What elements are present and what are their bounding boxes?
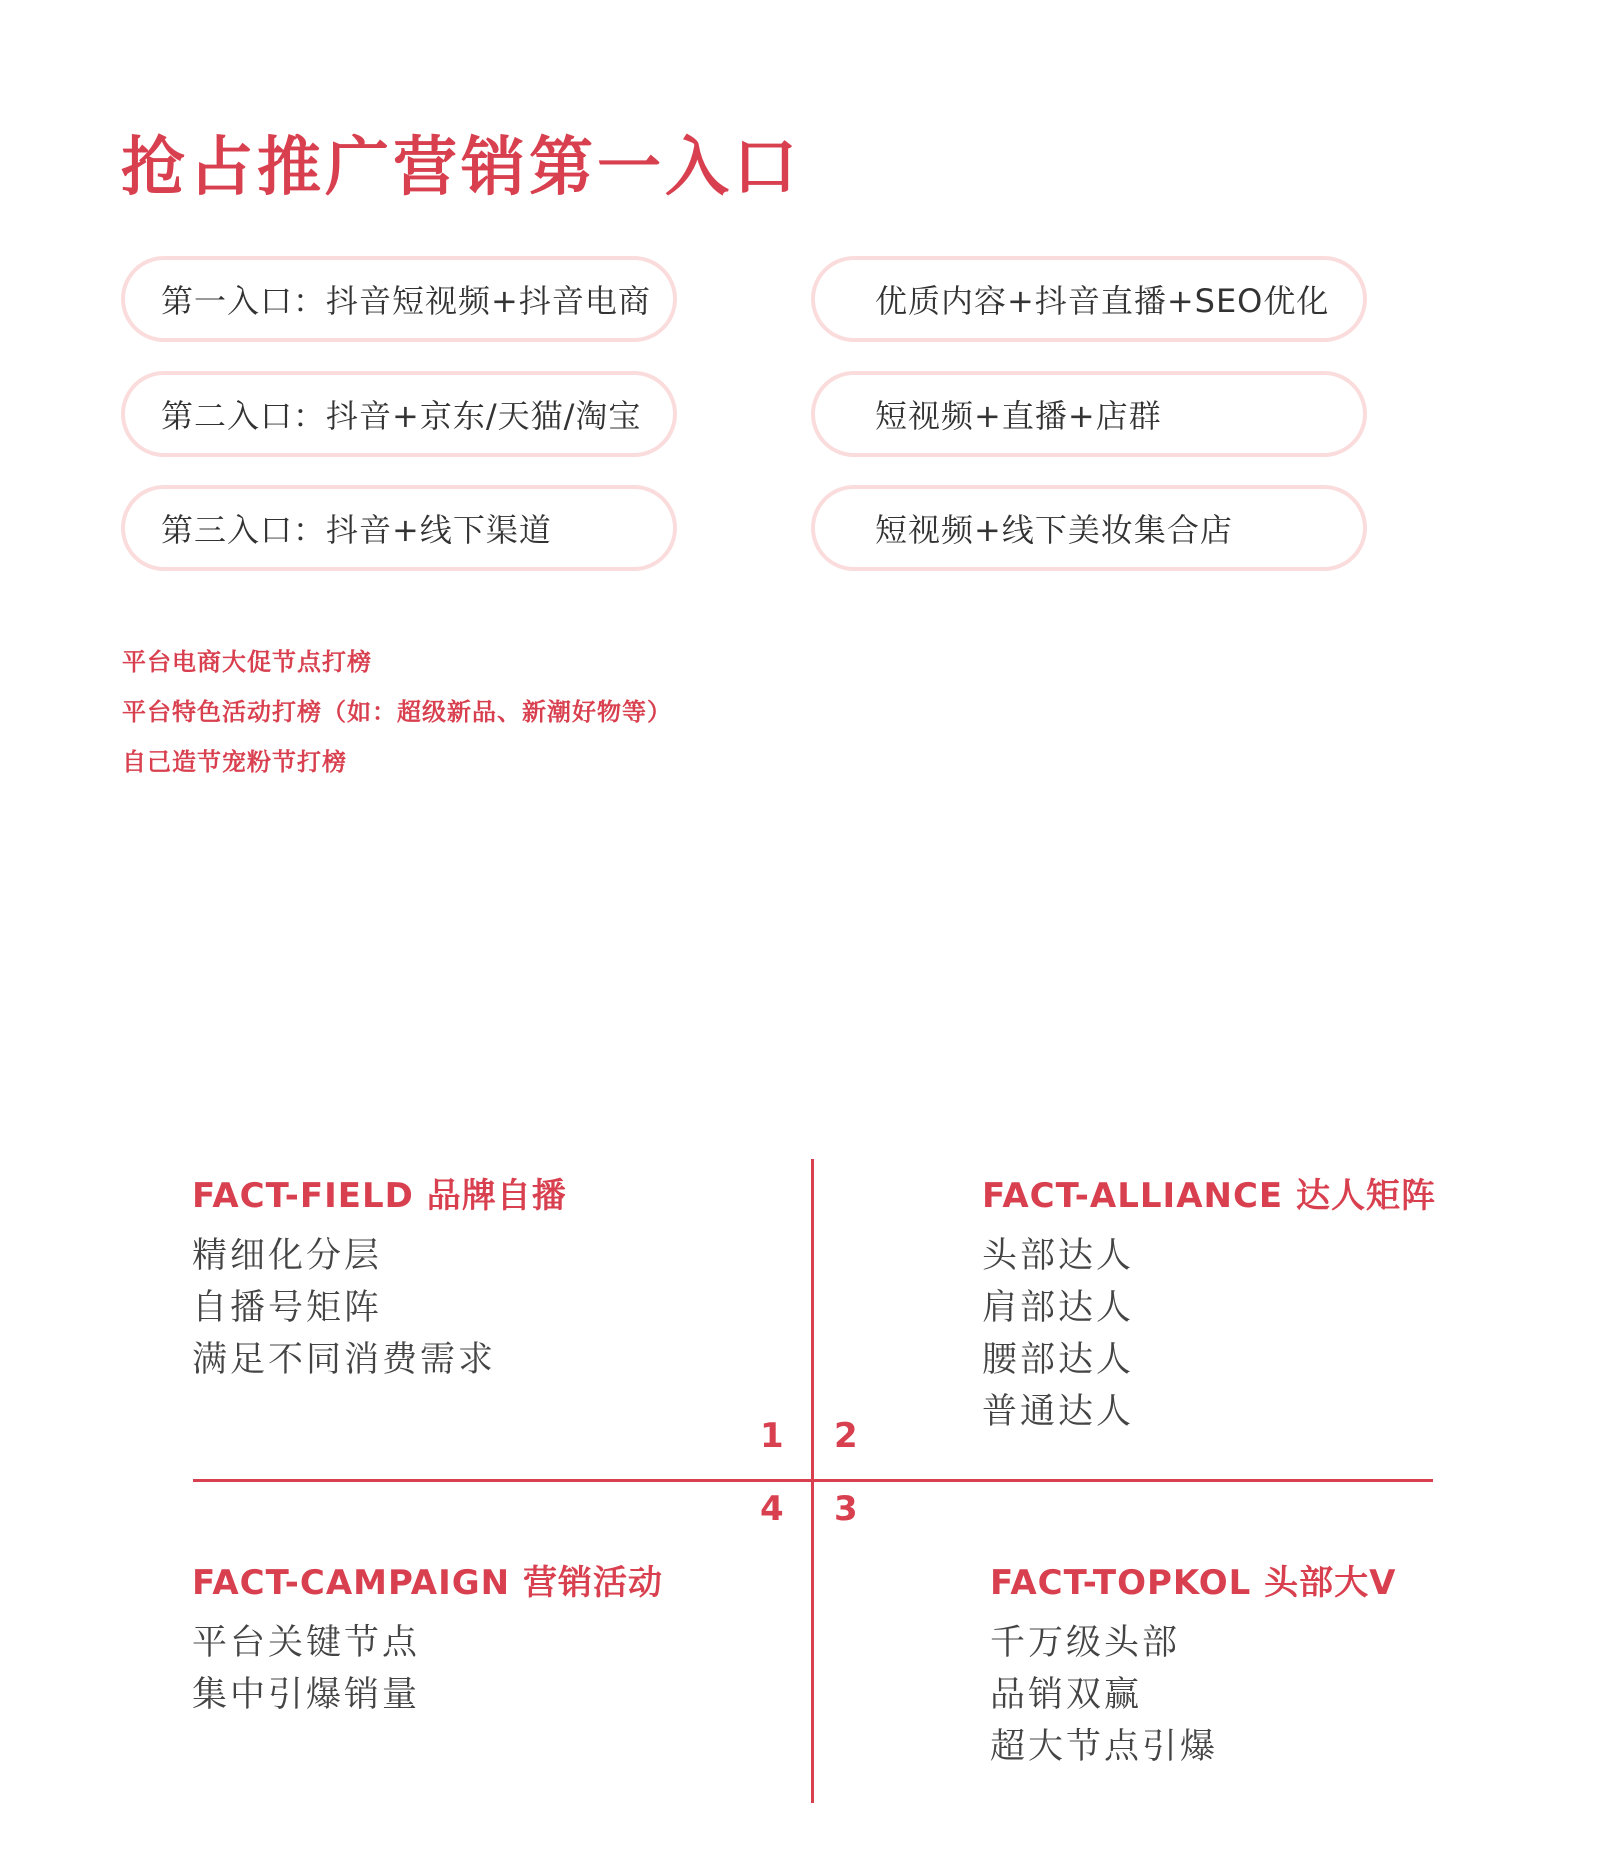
quadrant-list-field xyxy=(192,1230,496,1386)
quadrant-number-3: 3 xyxy=(834,1489,858,1529)
quadrant-heading-topkol: FACT-TOPKOL 头部大V xyxy=(990,1563,1397,1603)
quadrant-horizontal-axis xyxy=(193,1479,1433,1482)
quadrant-heading-alliance: FACT-ALLIANCE 达人矩阵 xyxy=(982,1176,1436,1216)
entry-pill-3: 第三入口：抖音+线下渠道 xyxy=(121,485,677,571)
strategy-pill-3: 短视频+线下美妆集合店 xyxy=(811,485,1367,571)
list-item: 品销双赢 xyxy=(990,1675,1143,1715)
quadrant-heading-campaign: FACT-CAMPAIGN 营销活动 xyxy=(192,1563,663,1603)
list-item: 集中引爆销量 xyxy=(192,1675,421,1715)
list-item: 腰部达人 xyxy=(982,1340,1135,1380)
strategy-pill-1: 优质内容+抖音直播+SEO优化 xyxy=(811,256,1367,342)
quadrant-number-4: 4 xyxy=(760,1489,784,1529)
note-2: 平台特色活动打榜（如：超级新品、新潮好物等） xyxy=(122,698,672,726)
quadrant-list-campaign xyxy=(192,1617,420,1721)
note-1: 平台电商大促节点打榜 xyxy=(122,648,372,676)
note-3: 自己造节宠粉节打榜 xyxy=(122,748,347,776)
strategy-pill-2: 短视频+直播+店群 xyxy=(811,371,1367,457)
quadrant-list-alliance xyxy=(982,1230,1134,1438)
list-item: 满足不同消费需求 xyxy=(192,1340,497,1380)
list-item: 精细化分层 xyxy=(192,1236,383,1276)
page-title: 抢占推广营销第一入口 xyxy=(121,131,801,205)
quadrant-heading-field: FACT-FIELD 品牌自播 xyxy=(192,1176,567,1216)
list-item: 自播号矩阵 xyxy=(192,1288,383,1328)
entry-pill-1: 第一入口：抖音短视频+抖音电商 xyxy=(121,256,677,342)
quadrant-number-2: 2 xyxy=(834,1416,858,1456)
list-item: 超大节点引爆 xyxy=(990,1727,1219,1767)
list-item: 千万级头部 xyxy=(990,1623,1181,1663)
quadrant-number-1: 1 xyxy=(760,1416,784,1456)
list-item: 平台关键节点 xyxy=(192,1623,421,1663)
quadrant-list-topkol xyxy=(990,1617,1218,1773)
list-item: 肩部达人 xyxy=(982,1288,1135,1328)
entry-pill-2: 第二入口：抖音+京东/天猫/淘宝 xyxy=(121,371,677,457)
list-item: 普通达人 xyxy=(982,1392,1135,1432)
list-item: 头部达人 xyxy=(982,1236,1135,1276)
